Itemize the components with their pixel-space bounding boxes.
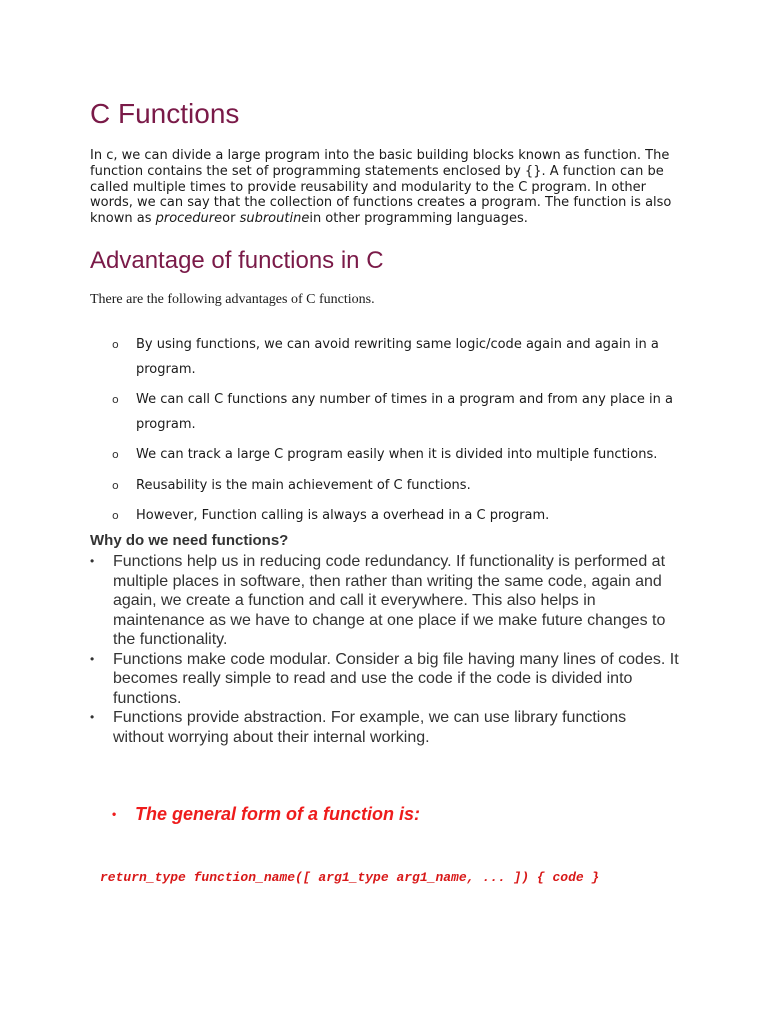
advantages-heading: Advantage of functions in C <box>90 247 384 274</box>
advantages-list <box>112 333 682 535</box>
term-procedure: procedure <box>155 211 223 227</box>
intro-text-after: in other programming languages. <box>309 211 528 227</box>
list-item <box>112 443 682 468</box>
list-item <box>90 650 680 709</box>
bullet-marker: • <box>112 807 117 821</box>
list-item-text: However, Function calling is always a overhead in a C program. <box>136 508 550 523</box>
list-marker: o <box>112 478 119 492</box>
list-marker: o <box>112 338 119 351</box>
list-item <box>112 474 682 499</box>
list-marker: o <box>112 393 119 406</box>
function-syntax-code: return_type function_name([ arg1_type arg1_name, ... ]) { code } <box>100 870 600 885</box>
list-item-text: Functions provide abstraction. For example, we can use library functions without worrying about their internal working. <box>113 709 627 746</box>
bullet-marker: • <box>90 554 95 568</box>
term-subroutine: subroutine <box>239 211 310 227</box>
list-marker: o <box>112 509 119 522</box>
list-item <box>112 333 682 382</box>
general-form-label-text: The general form of a function is: <box>135 804 421 824</box>
list-item-text: By using functions, we can avoid rewriting same logic/code again and again in a program. <box>136 337 659 377</box>
list-marker: o <box>112 448 119 461</box>
why-heading: Why do we need functions? <box>90 532 289 549</box>
intro-paragraph <box>90 148 680 227</box>
list-item-text: Functions make code modular. Consider a big file having many lines of codes. It becomes really simple to read and use the code if the code is divided into functions. <box>113 650 679 707</box>
list-item <box>112 388 682 437</box>
list-item-text: Reusability is the main achievement of C functions. <box>136 477 471 493</box>
general-form-label <box>112 803 420 825</box>
list-item-text: Functions help us in reducing code redundancy. If functionality is performed at multiple places in software, then rather than writing the same code, again and again, we create a function and call it everywhere. This also helps in maintenance as we have to change at one place if we make future changes to the functionality. <box>113 553 666 648</box>
bullet-marker: • <box>90 651 95 666</box>
list-item-text: We can call C functions any number of times in a program and from any place in a program. <box>136 392 674 432</box>
intro-text: In c, we can divide a large program into the basic building blocks known as function. The function contains the set of programming statements enclosed by {}. A function can be called multiple times to provide reusability and modularity to the C program. In other words, we can say that the collection of functions creates a program. The function is also known as <box>90 148 672 227</box>
intro-text-between: or <box>222 211 240 227</box>
page-title: C Functions <box>90 98 240 129</box>
list-item <box>90 552 680 650</box>
why-list <box>90 552 680 747</box>
list-item <box>90 708 680 747</box>
list-item <box>112 504 682 529</box>
advantages-intro: There are the following advantages of C functions. <box>90 292 375 307</box>
bullet-marker: • <box>90 710 95 724</box>
general-form-list <box>112 803 420 825</box>
list-item-text: We can track a large C program easily when it is divided into multiple functions. <box>136 447 658 462</box>
